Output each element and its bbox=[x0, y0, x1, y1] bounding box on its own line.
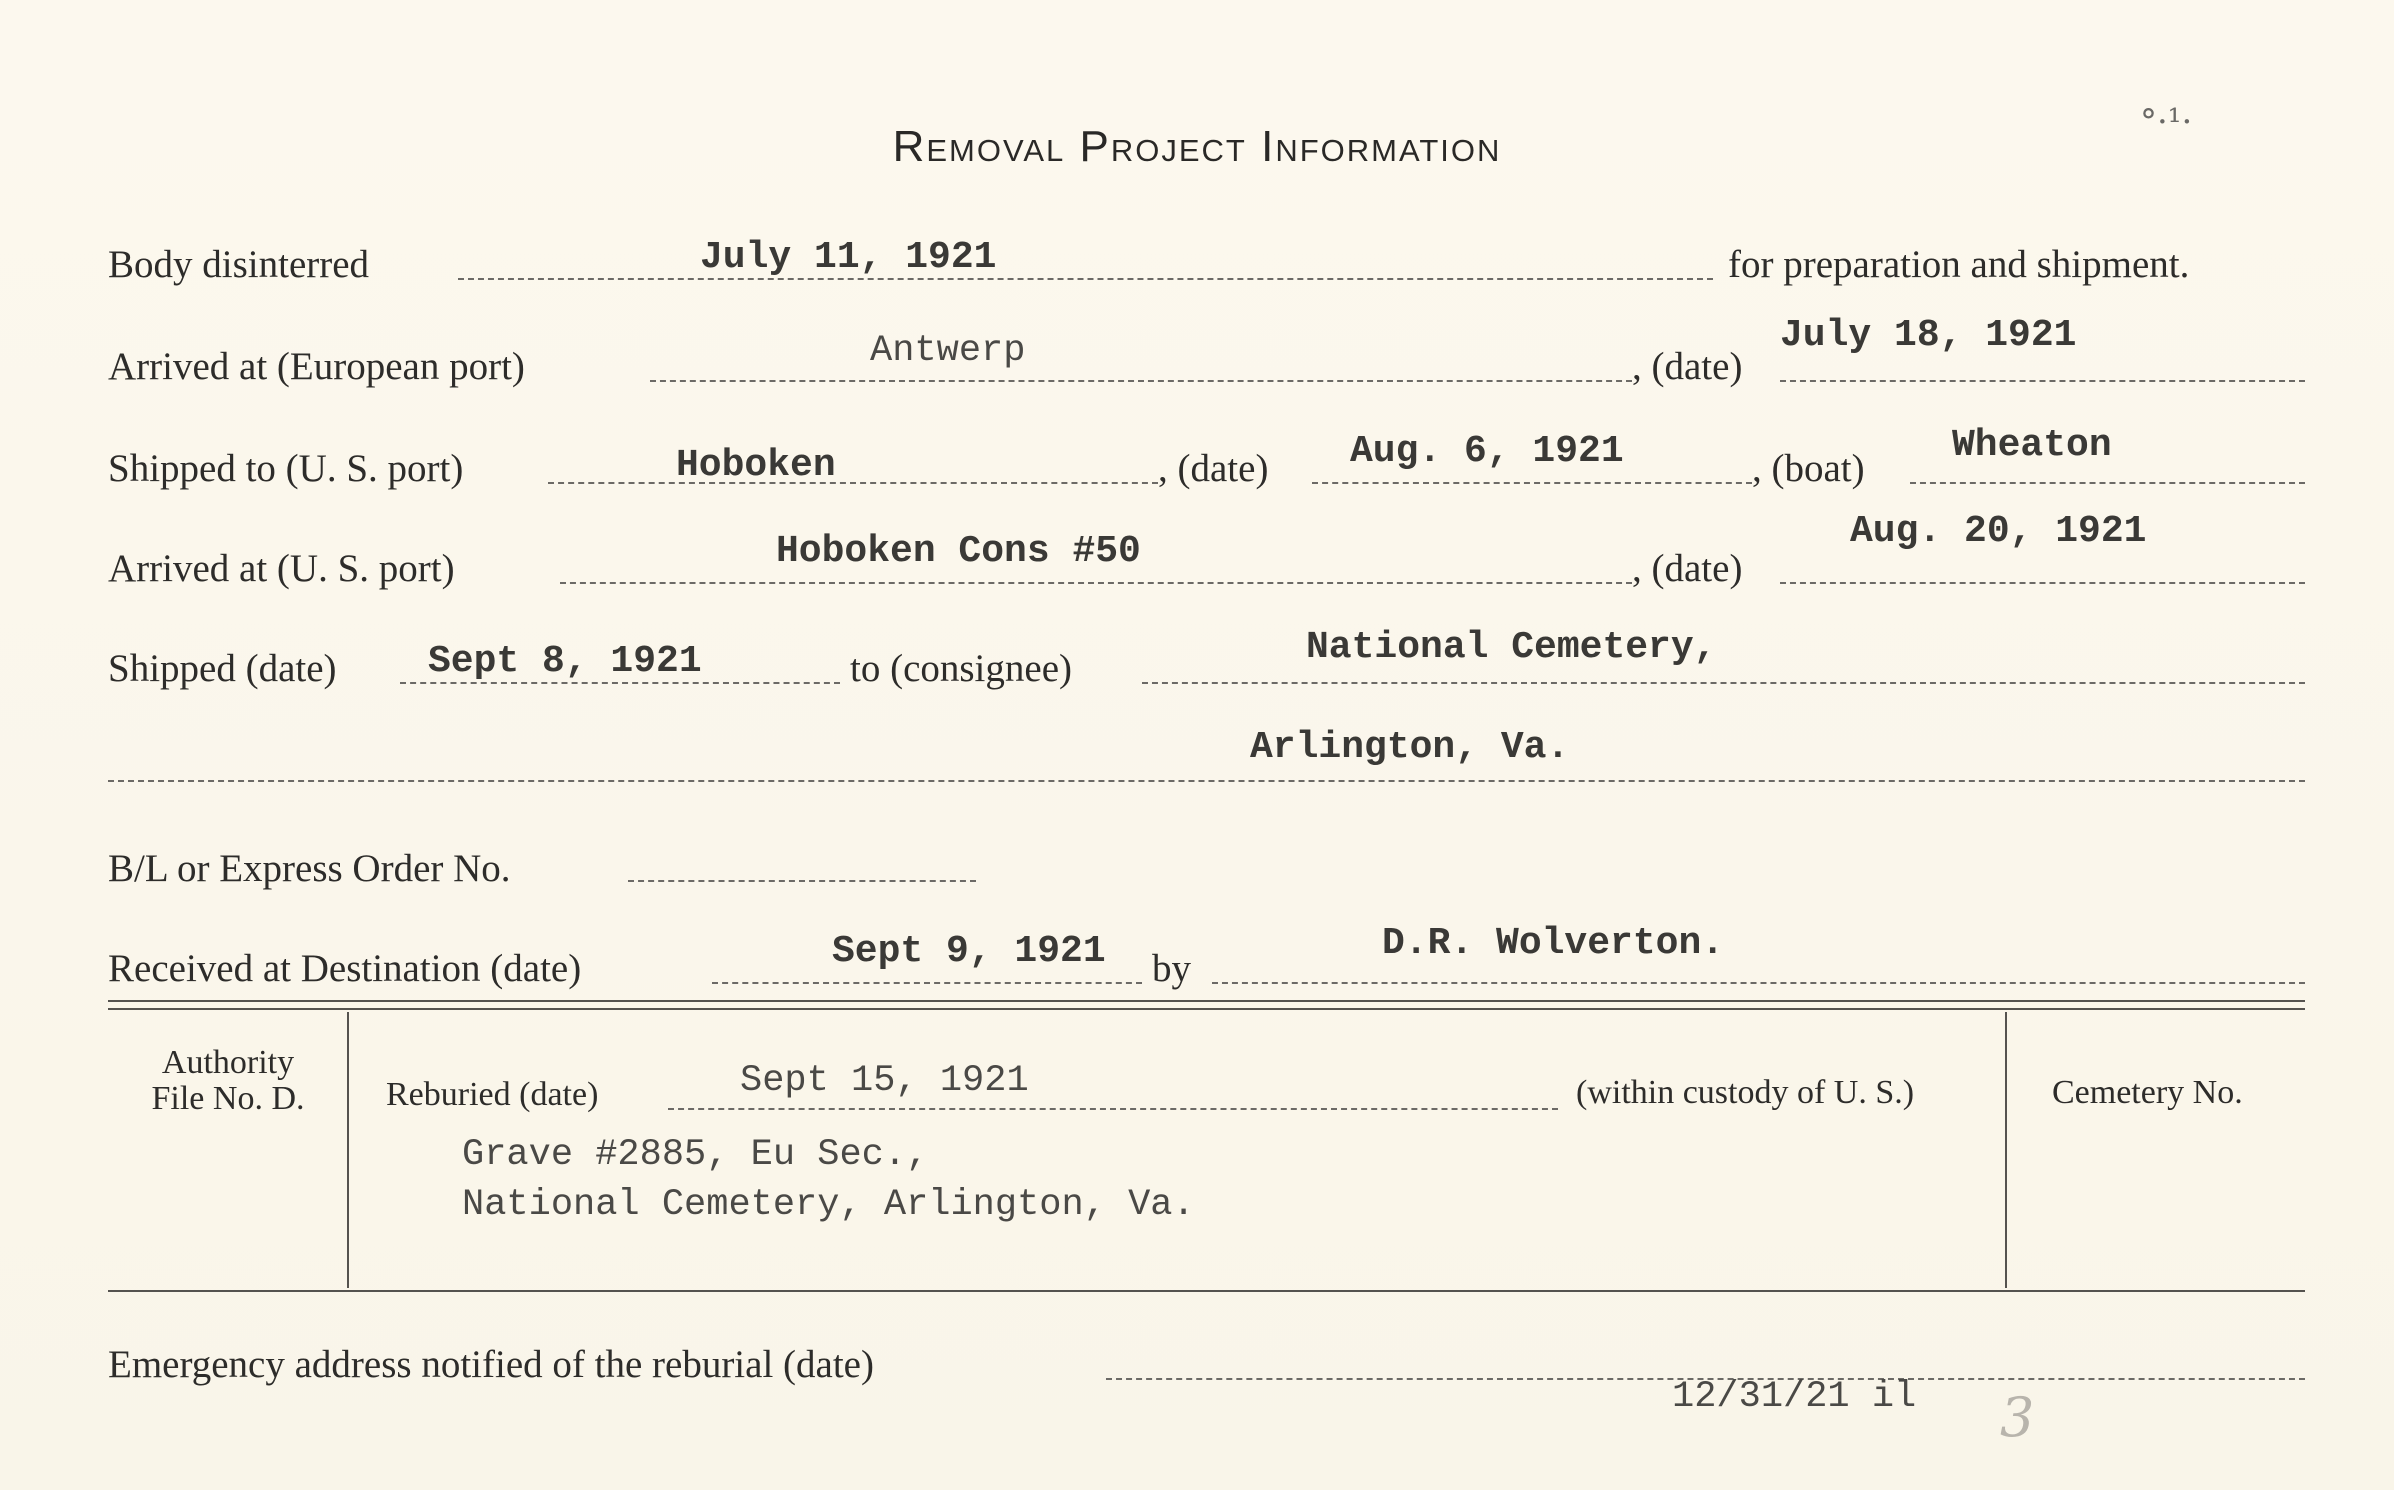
shipped-us-date-value: Aug. 6, 1921 bbox=[1350, 430, 1624, 473]
arrived-european-label: Arrived at (European port) bbox=[108, 345, 525, 388]
shipped-date-value: Sept 8, 1921 bbox=[428, 640, 702, 683]
reburied-line bbox=[668, 1108, 1558, 1110]
arrived-us-date-label: , (date) bbox=[1632, 547, 1743, 590]
box-bottom-rule bbox=[108, 1290, 2305, 1292]
corner-mark: °·¹· bbox=[2140, 102, 2193, 142]
consignee-label: to (consignee) bbox=[850, 647, 1073, 690]
shipped-us-date-line bbox=[1312, 482, 1752, 484]
consignee-value: National Cemetery, bbox=[1306, 626, 1717, 669]
arrived-us-date-line bbox=[1780, 582, 2305, 584]
emergency-label: Emergency address notified of the reburial (date) bbox=[108, 1343, 874, 1386]
consignee-line bbox=[1142, 682, 2305, 684]
arrived-us-label: Arrived at (U. S. port) bbox=[108, 547, 455, 590]
arrived-european-line bbox=[650, 380, 1632, 382]
arrived-us-line bbox=[560, 582, 1632, 584]
arrived-european-value: Antwerp bbox=[870, 330, 1026, 372]
arrived-european-date-label: , (date) bbox=[1632, 345, 1743, 388]
shipped-us-label: Shipped to (U. S. port) bbox=[108, 447, 464, 490]
card-title: Removal Project Information bbox=[892, 122, 1502, 171]
reburied-value: Sept 15, 1921 bbox=[740, 1060, 1029, 1102]
arrived-european-date-line bbox=[1780, 380, 2305, 382]
cemetery-no-label: Cemetery No. bbox=[2052, 1074, 2243, 1111]
body-disinterred-value: July 11, 1921 bbox=[700, 236, 997, 279]
shipped-us-boat-label: , (boat) bbox=[1752, 447, 1865, 490]
received-by-line bbox=[1212, 982, 2305, 984]
received-by-label: by bbox=[1152, 947, 1191, 990]
custody-label: (within custody of U. S.) bbox=[1576, 1074, 1915, 1111]
grave-line-2: National Cemetery, Arlington, Va. bbox=[462, 1184, 1195, 1226]
body-disinterred-line bbox=[458, 278, 1713, 280]
consignee-line-2 bbox=[108, 780, 2305, 782]
reburied-label: Reburied (date) bbox=[386, 1076, 599, 1113]
shipped-date-label: Shipped (date) bbox=[108, 647, 337, 690]
shipped-us-value: Hoboken bbox=[676, 444, 836, 487]
received-by-value: D.R. Wolverton. bbox=[1382, 922, 1725, 965]
bl-order-label: B/L or Express Order No. bbox=[108, 847, 511, 890]
box-top-rule bbox=[108, 1000, 2305, 1002]
body-disinterred-label: Body disinterred bbox=[108, 243, 370, 286]
received-line bbox=[712, 982, 1142, 984]
emergency-value: 12/31/21 il bbox=[1672, 1376, 1917, 1418]
box-top-rule-2 bbox=[108, 1008, 2305, 1010]
box-divider-right bbox=[2005, 1012, 2007, 1288]
bl-order-line bbox=[628, 880, 976, 882]
shipped-us-line bbox=[548, 482, 1158, 484]
grave-line-1: Grave #2885, Eu Sec., bbox=[462, 1134, 929, 1176]
authority-label-1: Authority bbox=[161, 1044, 295, 1081]
shipped-us-boat-line bbox=[1910, 482, 2305, 484]
received-label: Received at Destination (date) bbox=[108, 947, 582, 990]
arrived-us-date-value: Aug. 20, 1921 bbox=[1850, 510, 2147, 553]
shipped-us-date-label: , (date) bbox=[1158, 447, 1269, 490]
consignee-value-2: Arlington, Va. bbox=[1250, 726, 1570, 769]
handwritten-mark: 3 bbox=[2000, 1386, 2035, 1449]
authority-label-2: File No. D. bbox=[151, 1080, 305, 1117]
shipped-us-boat-value: Wheaton bbox=[1952, 424, 2112, 467]
received-value: Sept 9, 1921 bbox=[832, 930, 1106, 973]
arrived-us-value: Hoboken Cons #50 bbox=[776, 530, 1141, 573]
body-disinterred-suffix: for preparation and shipment. bbox=[1728, 243, 2190, 286]
arrived-european-date-value: July 18, 1921 bbox=[1780, 314, 2077, 357]
